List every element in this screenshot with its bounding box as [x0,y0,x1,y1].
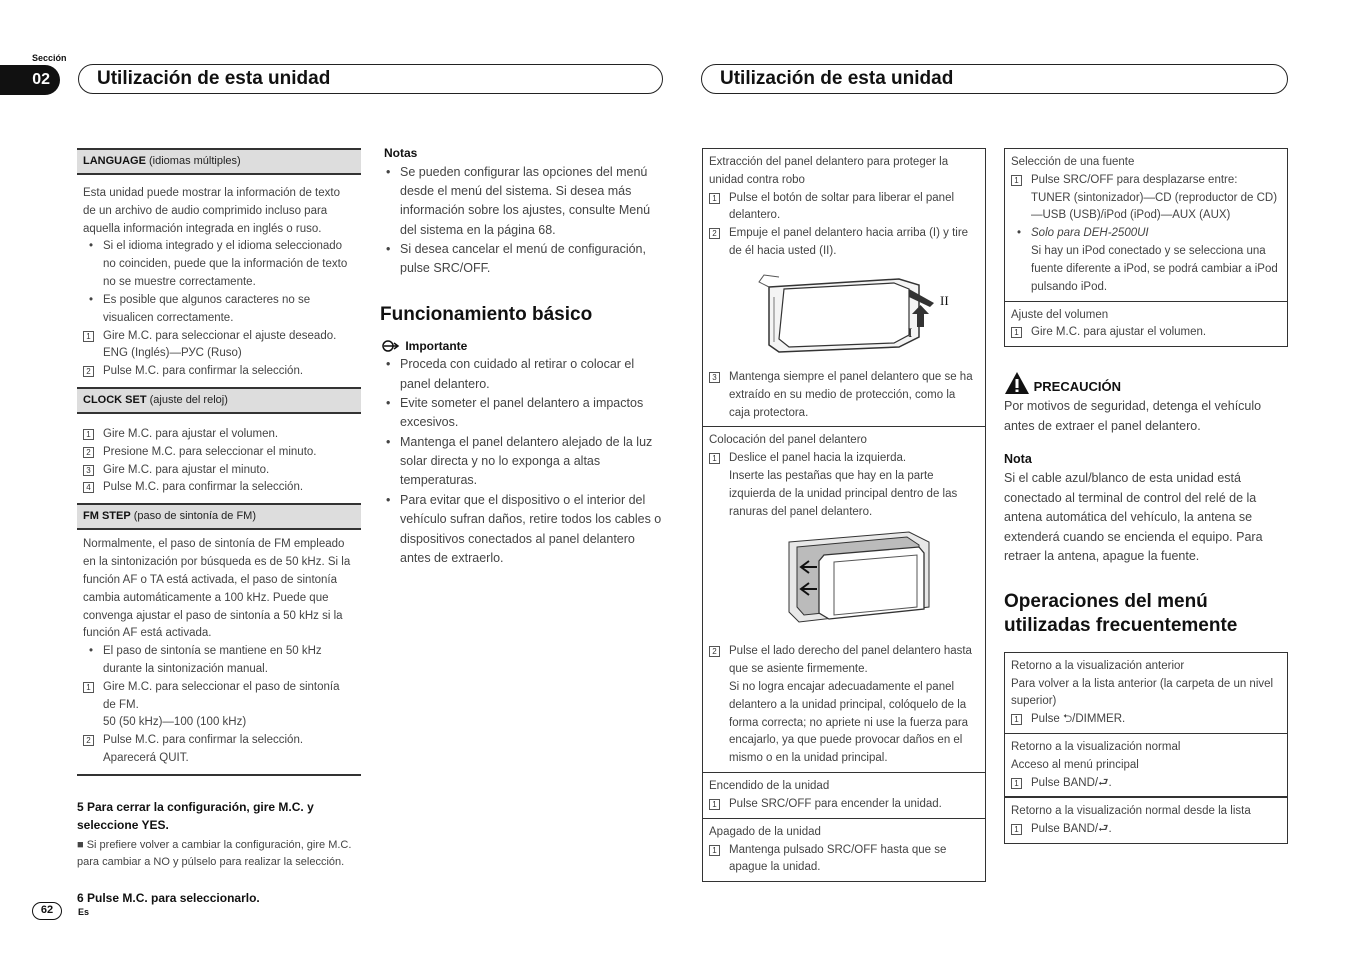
language-code: Es [78,907,90,917]
return-from-list-cell [1005,797,1287,843]
step-item: 2 Presione M.C. para seleccionar el minuto. [83,444,355,462]
list-item: • Si desea cancelar el menú de configuración, pulse SRC/OFF. [380,240,665,279]
cell-title: Apagado de la unidad [709,825,821,838]
language-header: LANGUAGE (idiomas múltiples) [77,148,361,175]
note-text: Si el cable azul/blanco de esta unidad está conectado al terminal de control del relé de la antena automática del vehículo, la antena se extenderá cuando se encienda el equipo. Para retraer la antena, apague la fuente. [1004,471,1263,563]
source-column [1004,148,1288,844]
list-item: • Evite someter el panel delantero a impactos excesivos. [380,394,665,433]
important-label: Importante [380,337,665,356]
language-text: Esta unidad puede mostrar la información de texto de un archivo de audio comprimido incluso para aquella información integrada en inglés o ruso. [83,187,340,235]
cell-title: Colocación del panel delantero [709,434,867,447]
cell-title: Retorno a la visualización normal desde la lista [1011,805,1251,818]
caution-text: Por motivos de seguridad, detenga el vehículo antes de extraer el panel delantero. [1004,399,1262,433]
cell-text: Acceso al menú principal [1011,758,1139,771]
step-item: 1 Pulse ⮌/DIMMER. [1011,711,1281,729]
cell-title: Retorno a la visualización anterior [1011,659,1185,672]
clock-block [77,414,361,503]
attach-cell [703,427,985,773]
extraction-figure [709,261,979,369]
step-5-note: ■ Si prefiere volver a cambiar la configuración, gire M.C. para cambiar a NO y púlselo para realizar la selección. [77,839,352,869]
step-item: 3 Mantenga siempre el panel delantero que se ha extraído en su medio de protección, como la caja protectora. [709,369,979,422]
step-item: 1 Pulse el botón de soltar para liberar el panel delantero. [709,190,979,226]
volume-cell [1005,302,1287,347]
list-item: • Si el idioma integrado y el idioma seleccionado no coinciden, puede que la información de texto no se muestre correctamente. [83,238,355,291]
panel-attach-illustration [779,527,959,637]
source-select-cell [1005,149,1287,302]
power-on-cell [703,773,985,819]
page-number: 62 [32,902,62,920]
step-item: 1 Pulse SRC/OFF para encender la unidad. [709,796,979,814]
cell-title: Extracción del panel delantero para proteger la unidad contra robo [709,156,949,186]
notes-title: Notas [384,146,418,160]
settings-column [77,148,361,908]
step-item: 1 Pulse BAND/⮐. [1011,821,1281,839]
section-number-badge: 02 [0,65,60,95]
notes-column [380,144,665,568]
menu-ops-box [1004,652,1288,844]
list-item: • El paso de sintonía se mantiene en 50 kHz durante la sintonización manual. [83,643,355,679]
step-item: 1 Deslice el panel hacia la izquierda. Inserte las pestañas que hay en la parte izquierda de la unidad principal dentro de las ranuras del panel delantero. [709,450,979,521]
caution-heading: PRECAUCIÓN [1004,371,1288,397]
list-item: • Se pueden configurar las opciones del menú desde el menú del sistema. Si desea más información sobre los ajustes, consulte Menú del sistema en la página 68. [380,163,665,241]
step-5: 5 Para cerrar la configuración, gire M.C. y seleccione YES. [77,799,314,833]
step-item: 2 Pulse M.C. para confirmar la selección. Aparecerá QUIT. [83,732,355,768]
step-item: 2 Pulse el lado derecho del panel delantero hasta que se asiente firmemente. Si no logra encajar adecuadamente el panel delantero a la unidad principal, colóquelo de la forma correcta; no apriete ni use la fuerza para encajarlo, ya que puede provocar daños en el mismo o en la unidad principal. [709,643,979,768]
step-item: 1 Gire M.C. para seleccionar el paso de sintonía de FM. 50 (50 kHz)—100 (100 kHz) [83,679,355,732]
step-item: 1 Gire M.C. para ajustar el volumen. [1011,324,1281,342]
extraction-cell [703,149,985,427]
section-heading-basic: Funcionamiento básico [380,303,593,325]
language-block [77,175,361,387]
cell-title: Selección de una fuente [1011,156,1135,168]
cell-title: Encendido de la unidad [709,780,830,793]
figure-label-i: I [908,324,913,340]
fm-step-header: FM STEP (paso de sintonía de FM) [77,503,361,530]
cell-title: Retorno a la visualización normal [1011,741,1181,754]
attach-figure [709,521,979,643]
fm-step-block [77,530,361,776]
power-off-cell [703,819,985,881]
return-normal-cell [1005,734,1287,797]
note-heading: Nota [1004,452,1032,467]
cell-title: Ajuste del volumen [1011,308,1109,321]
cell-text: Para volver a la lista anterior (la carpeta de un nivel superior) [1011,677,1274,708]
source-box [1004,148,1288,347]
step-item: 2 Empuje el panel delantero hacia arriba (I) y tire de él hacia usted (II). [709,225,979,261]
page-title-left: Utilización de esta unidad [78,64,663,94]
list-item: • Mantenga el panel delantero alejado de la luz solar directa y no lo exponga a altas temperaturas. [380,433,665,491]
list-item: • Solo para DEH-2500UI Si hay un iPod conectado y se selecciona una fuente diferente a iPod, se podrá cambiar a iPod pulsando iPod. [1011,225,1281,296]
list-item: • Es posible que algunos caracteres no se visualicen correctamente. [83,292,355,328]
fm-text: Normalmente, el paso de sintonía de FM empleado en la sintonización por búsqueda es de 50 kHz. Si la función AF o TA está activada, el paso de sintonía cambia automáticamente a 100 kHz. Puede que convenga ajustar el paso de sintonía a 50 kHz si la función AF está activada. [83,538,351,640]
warning-icon [1004,371,1030,395]
important-icon [380,340,402,352]
list-item: • Proceda con cuidado al retirar o colocar el panel delantero. [380,355,665,394]
step-item: 1 Mantenga pulsado SRC/OFF hasta que se apague la unidad. [709,842,979,878]
panel-removal-illustration [719,267,979,367]
list-item: • Para evitar que el dispositivo o el interior del vehículo sufran daños, retire todos los cables o dispositivos conectados al panel delantero antes de extraerlo. [380,491,665,569]
step-item: 1 Pulse SRC/OFF para desplazarse entre: TUNER (sintonizador)—CD (reproductor de CD)—USB (USB)/iPod (iPod)—AUX (AUX) [1011,172,1281,225]
section-heading-menu: Operaciones del menú utilizadas frecuentemente [1004,591,1238,637]
page-title-right: Utilización de esta unidad [701,64,1288,94]
panel-operations-box [702,148,986,882]
step-item: 1 Pulse BAND/⮐. [1011,775,1281,793]
step-item: 4 Pulse M.C. para confirmar la selección. [83,479,355,497]
figure-label-ii: II [940,292,949,308]
return-previous-cell [1005,653,1287,734]
step-item: 2 Pulse M.C. para confirmar la selección. [83,363,355,381]
step-item: 3 Gire M.C. para ajustar el minuto. [83,462,355,480]
step-item: 1 Gire M.C. para seleccionar el ajuste deseado. ENG (Inglés)—РУС (Ruso) [83,328,355,364]
step-6: 6 Pulse M.C. para seleccionarlo. [77,891,260,906]
clock-header: CLOCK SET (ajuste del reloj) [77,387,361,414]
section-label: Sección [32,53,67,63]
step-item: 1 Gire M.C. para ajustar el volumen. [83,426,355,444]
